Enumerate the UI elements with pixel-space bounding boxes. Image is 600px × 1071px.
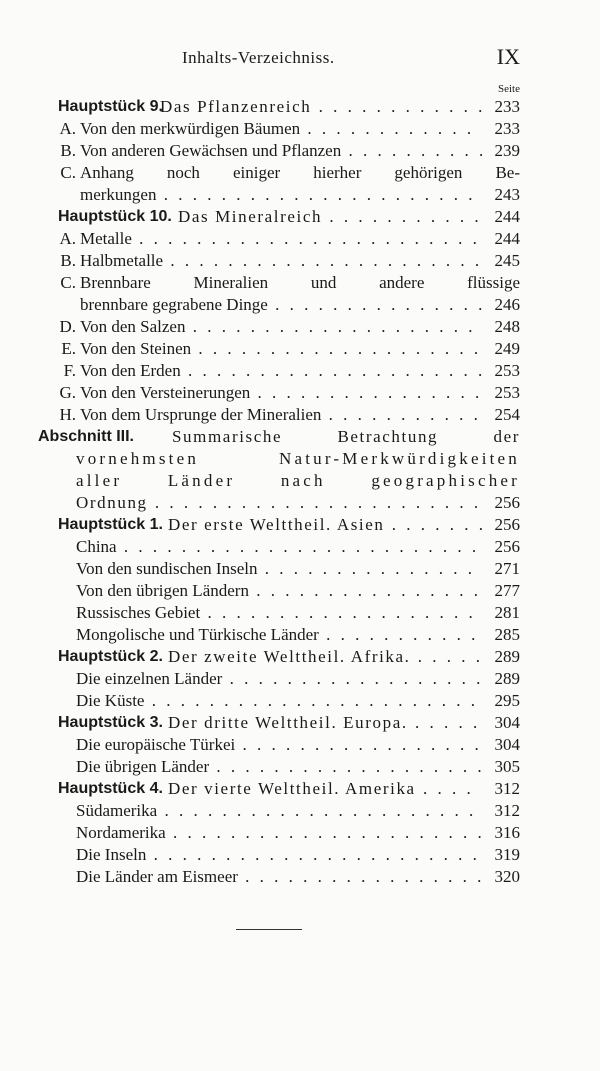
entry-label: C. xyxy=(60,163,76,182)
entry-page-number: 271 xyxy=(484,558,520,580)
entry-text: Summarische Betrachtung der xyxy=(172,427,520,446)
entry-text: Von den übrigen Ländern . . . xyxy=(76,580,482,602)
toc-entry xyxy=(0,624,600,646)
entry-text: Brennbare Mineralien und andere flüssige xyxy=(80,273,520,292)
page-column-label: Seite xyxy=(498,83,520,95)
entry-text: Der vierte Welttheil. Amerika . . . xyxy=(168,778,482,800)
entry-text: merkungen . . . xyxy=(80,184,482,206)
toc-entry xyxy=(0,162,600,184)
toc-entry xyxy=(0,140,600,162)
toc-entry xyxy=(0,470,600,492)
section-heading: Abschnitt III. xyxy=(38,428,134,445)
toc-entry xyxy=(0,272,600,294)
entry-page-number: 277 xyxy=(484,580,520,602)
entry-text: Von den Salzen . . . xyxy=(80,316,482,338)
toc-entry xyxy=(0,448,600,470)
toc-entry xyxy=(0,668,600,690)
entry-label: E. xyxy=(61,339,76,358)
entry-label: G. xyxy=(59,383,76,402)
entry-page-number: 239 xyxy=(484,140,520,162)
entry-text: Das Pflanzenreich . . . xyxy=(160,96,482,118)
entry-page-number: 305 xyxy=(484,756,520,778)
table-of-contents xyxy=(0,96,600,888)
entry-text: Nordamerika . . . xyxy=(76,822,482,844)
entry-text: Die Länder am Eismeer . . . xyxy=(76,866,482,888)
entry-text: Von den Versteinerungen . . . xyxy=(80,382,482,404)
entry-text: Ordnung . . . xyxy=(76,492,482,514)
toc-entry xyxy=(0,206,600,228)
divider-rule xyxy=(236,929,302,930)
toc-entry xyxy=(0,822,600,844)
entry-page-number: 246 xyxy=(484,294,520,316)
entry-text: Metalle . . . xyxy=(80,228,482,250)
entry-page-number: 285 xyxy=(484,624,520,646)
toc-entry xyxy=(0,734,600,756)
toc-entry xyxy=(0,844,600,866)
entry-page-number: 243 xyxy=(484,184,520,206)
entry-page-number: 312 xyxy=(484,800,520,822)
entry-text: Anhang noch einiger hierher gehörigen Be- xyxy=(80,163,520,182)
toc-entry xyxy=(0,514,600,536)
page-header xyxy=(0,46,600,76)
toc-entry xyxy=(0,690,600,712)
entry-page-number: 245 xyxy=(484,250,520,272)
entry-page-number: 320 xyxy=(484,866,520,888)
toc-entry xyxy=(0,404,600,426)
entry-text: aller Länder nach geographischer xyxy=(76,471,520,490)
toc-entry xyxy=(0,778,600,800)
entry-page-number: 248 xyxy=(484,316,520,338)
entry-page-number: 295 xyxy=(484,690,520,712)
section-heading: Hauptstück 1. xyxy=(58,516,163,533)
entry-label: F. xyxy=(63,361,76,380)
entry-page-number: 256 xyxy=(484,536,520,558)
toc-entry xyxy=(0,360,600,382)
entry-text: Von den Steinen . . . xyxy=(80,338,482,360)
toc-entry xyxy=(0,558,600,580)
toc-entry xyxy=(0,250,600,272)
toc-entry xyxy=(0,536,600,558)
entry-page-number: 249 xyxy=(484,338,520,360)
entry-text: Das Mineralreich . . . xyxy=(178,206,482,228)
entry-page-number: 233 xyxy=(484,118,520,140)
entry-text: Die Inseln . . . xyxy=(76,844,482,866)
entry-text: Von den sundischen Inseln . . . xyxy=(76,558,482,580)
entry-text: Russisches Gebiet . . . xyxy=(76,602,482,624)
entry-text: Der erste Welttheil. Asien . . . xyxy=(168,514,482,536)
toc-entry xyxy=(0,338,600,360)
section-heading: Hauptstück 10. xyxy=(58,208,172,225)
toc-entry xyxy=(0,712,600,734)
section-heading: Hauptstück 9. xyxy=(58,98,163,115)
entry-page-number: 253 xyxy=(484,360,520,382)
toc-entry xyxy=(0,228,600,250)
entry-page-number: 319 xyxy=(484,844,520,866)
entry-text: Von anderen Gewächsen und Pflanzen . . . xyxy=(80,140,482,162)
entry-text: Von den Erden . . . xyxy=(80,360,482,382)
entry-page-number: 256 xyxy=(484,492,520,514)
entry-page-number: 233 xyxy=(484,96,520,118)
toc-entry xyxy=(0,294,600,316)
section-heading: Hauptstück 3. xyxy=(58,714,163,731)
toc-entry xyxy=(0,426,600,448)
entry-page-number: 312 xyxy=(484,778,520,800)
toc-entry xyxy=(0,756,600,778)
entry-text: Südamerika . . . xyxy=(76,800,482,822)
toc-entry xyxy=(0,96,600,118)
toc-entry xyxy=(0,316,600,338)
toc-entry xyxy=(0,184,600,206)
toc-entry xyxy=(0,580,600,602)
entry-text: vornehmsten Natur-Merkwürdigkeiten xyxy=(76,449,520,468)
entry-label: A. xyxy=(59,229,76,248)
entry-page-number: 281 xyxy=(484,602,520,624)
page-title: Inhalts-Verzeichniss. xyxy=(182,48,335,67)
entry-label: D. xyxy=(59,317,76,336)
entry-label: A. xyxy=(59,119,76,138)
entry-page-number: 244 xyxy=(484,228,520,250)
toc-entry xyxy=(0,646,600,668)
entry-label: B. xyxy=(60,251,76,270)
page-number: IX xyxy=(496,44,520,69)
entry-page-number: 244 xyxy=(484,206,520,228)
toc-entry xyxy=(0,382,600,404)
entry-text: brennbare gegrabene Dinge . . . xyxy=(80,294,482,316)
entry-page-number: 304 xyxy=(484,734,520,756)
entry-text: Die einzelnen Länder . . . xyxy=(76,668,482,690)
entry-page-number: 304 xyxy=(484,712,520,734)
entry-text: Die Küste . . . xyxy=(76,690,482,712)
entry-text: Die europäische Türkei . . . xyxy=(76,734,482,756)
toc-entry xyxy=(0,800,600,822)
entry-page-number: 256 xyxy=(484,514,520,536)
entry-text: Halbmetalle . . . xyxy=(80,250,482,272)
entry-label: H. xyxy=(59,405,76,424)
entry-label: C. xyxy=(60,273,76,292)
entry-page-number: 289 xyxy=(484,668,520,690)
toc-entry xyxy=(0,866,600,888)
toc-entry xyxy=(0,602,600,624)
entry-text: Mongolische und Türkische Länder . . . xyxy=(76,624,482,646)
toc-entry xyxy=(0,492,600,514)
entry-text: Von dem Ursprunge der Mineralien . . . xyxy=(80,404,482,426)
toc-entry xyxy=(0,118,600,140)
entry-page-number: 253 xyxy=(484,382,520,404)
entry-text: Der zweite Welttheil. Afrika. . . . xyxy=(168,646,482,668)
section-heading: Hauptstück 2. xyxy=(58,648,163,665)
entry-label: B. xyxy=(60,141,76,160)
entry-text: Die übrigen Länder . . . xyxy=(76,756,482,778)
entry-text: Der dritte Welttheil. Europa. . . . xyxy=(168,712,482,734)
entry-page-number: 289 xyxy=(484,646,520,668)
entry-text: China . . . xyxy=(76,536,482,558)
entry-page-number: 254 xyxy=(484,404,520,426)
entry-text: Von den merkwürdigen Bäumen . . . xyxy=(80,118,482,140)
entry-page-number: 316 xyxy=(484,822,520,844)
section-heading: Hauptstück 4. xyxy=(58,780,163,797)
